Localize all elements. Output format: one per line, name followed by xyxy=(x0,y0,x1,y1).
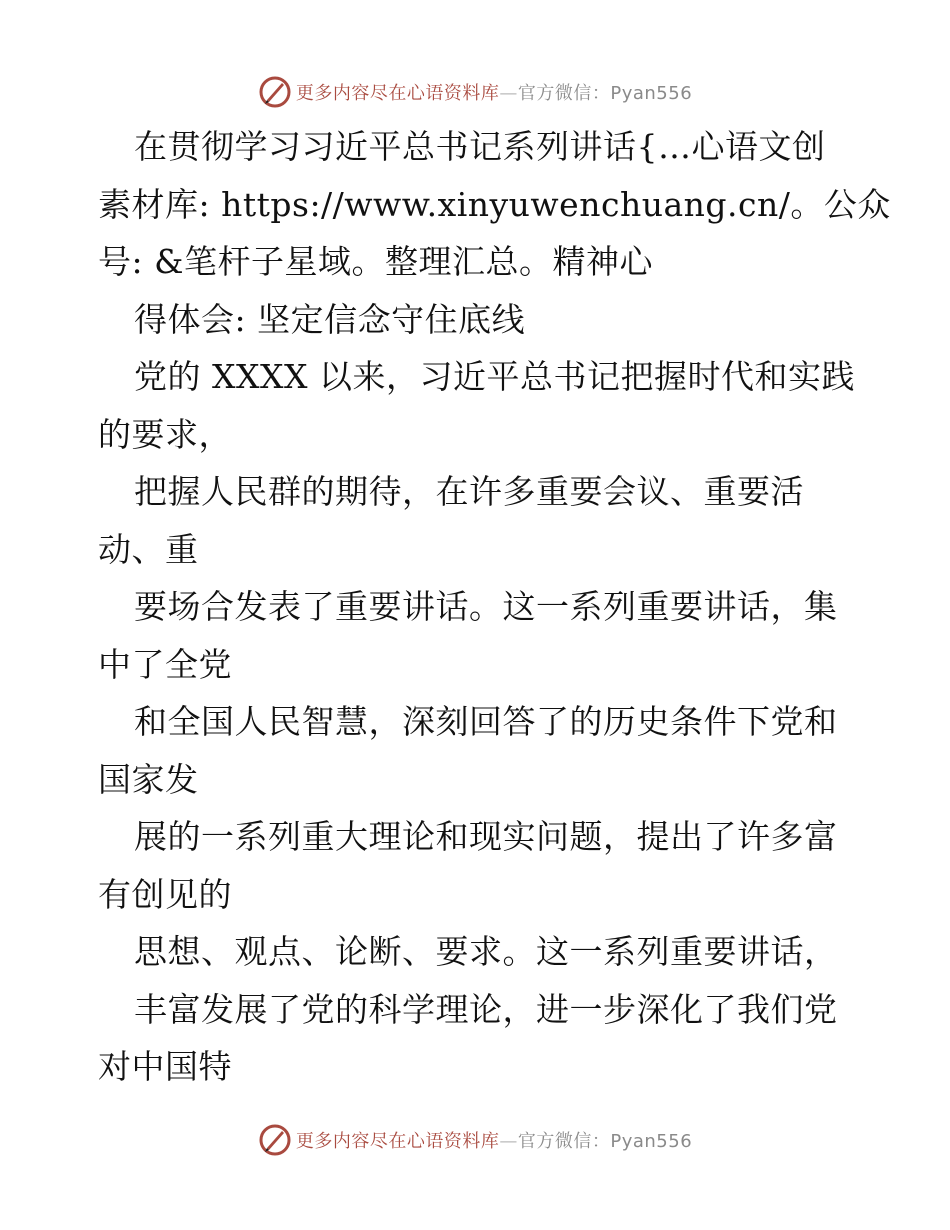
body-line: 得体会: 坚定信念守住底线 xyxy=(134,299,526,339)
body-line: 党的 XXXX 以来，习近平总书记把握时代和实践 xyxy=(134,357,855,396)
header-banner-text: 更多内容尽在心语资料库—官方微信：Pyan556 xyxy=(295,83,693,104)
body-line: 素材库: https://www.xinyuwenchuang.cn/。公众 xyxy=(98,184,891,224)
quill-pen-logo-icon xyxy=(258,75,292,109)
body-line: 思想、观点、论断、要求。这一系列重要讲话， xyxy=(134,932,838,971)
body-line: 国家发 xyxy=(98,759,199,799)
footer-banner xyxy=(0,1120,950,1160)
body-line: 把握人民群的期待，在许多重要会议、重要活 xyxy=(134,472,804,511)
footer-banner-text: 更多内容尽在心语资料库—官方微信：Pyan556 xyxy=(295,1131,693,1152)
body-line: 丰富发展了党的科学理论，进一步深化了我们党 xyxy=(134,989,838,1029)
body-line: 有创见的 xyxy=(98,874,232,914)
body-line: 的要求， xyxy=(98,414,232,454)
body-line: 在贯彻学习习近平总书记系列讲话{…心语文创 xyxy=(134,127,826,166)
body-line: 中了全党 xyxy=(98,644,232,684)
quill-pen-logo-icon xyxy=(258,1123,292,1157)
header-banner xyxy=(0,72,950,112)
body-line: 号: &笔杆子星域。整理汇总。精神心 xyxy=(98,242,653,281)
document-body xyxy=(98,118,891,1096)
body-line: 展的一系列重大理论和现实问题，提出了许多富 xyxy=(134,817,838,856)
body-line: 动、重 xyxy=(98,529,199,569)
body-line: 要场合发表了重要讲话。这一系列重要讲话，集 xyxy=(134,587,838,626)
body-line: 对中国特 xyxy=(98,1047,232,1086)
body-line: 和全国人民智慧，深刻回答了的历史条件下党和 xyxy=(134,702,838,741)
